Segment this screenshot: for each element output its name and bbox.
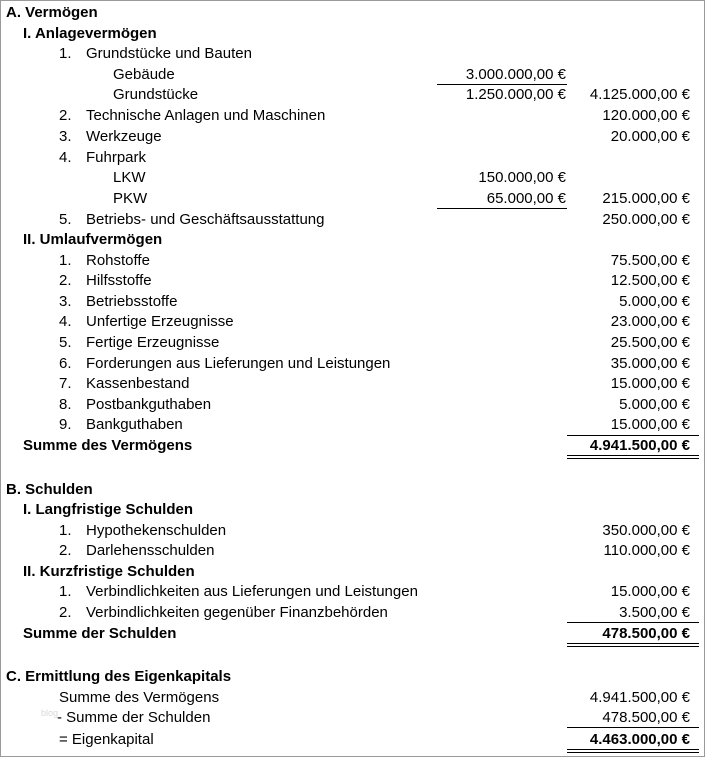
subitem-value: 150.000,00 € [478, 169, 566, 186]
double-underline [567, 643, 699, 647]
list-item [1, 292, 704, 312]
sum-top-line [567, 727, 699, 728]
item-total: 120.000,00 € [602, 107, 690, 124]
item-number: 1. [59, 45, 72, 62]
item-label: Verbindlichkeiten aus Lieferungen und Leistungen [86, 583, 418, 600]
item-total: 25.500,00 € [610, 334, 690, 351]
item-number: 3. [59, 293, 72, 310]
item-number: 1. [59, 522, 72, 539]
watermark: blog [41, 708, 59, 718]
result-value: 4.463.000,00 € [589, 731, 690, 748]
list-item [1, 127, 704, 147]
group-title: I. Anlagevermögen [23, 25, 157, 42]
item-total: 350.000,00 € [602, 522, 690, 539]
calc-label: Summe des Vermögens [59, 689, 220, 706]
item-label: Fertige Erzeugnisse [86, 334, 220, 351]
item-label: LKW [113, 169, 146, 186]
item-number: 2. [59, 272, 72, 289]
anlage-header [1, 24, 704, 44]
subitem-value: 3.000.000,00 € [465, 66, 566, 83]
calc-row [1, 708, 704, 728]
item-total: 4.125.000,00 € [589, 86, 690, 103]
calc-value: 478.500,00 € [602, 709, 690, 726]
grand-total: 478.500,00 € [602, 625, 690, 642]
list-item [1, 395, 704, 415]
subitem-value: 65.000,00 € [486, 190, 566, 207]
list-item [1, 374, 704, 394]
group-title: II. Kurzfristige Schulden [23, 563, 195, 580]
item-total: 12.500,00 € [610, 272, 690, 289]
subitem-value: 1.250.000,00 € [465, 86, 566, 103]
item-total: 5.000,00 € [619, 396, 690, 413]
result-row [1, 730, 704, 750]
item-total: 110.000,00 € [603, 542, 690, 559]
item-label: Darlehensschulden [86, 542, 215, 559]
item-label: Technische Anlagen und Maschinen [86, 107, 326, 124]
item-total: 35.000,00 € [610, 355, 690, 372]
item-number: 3. [59, 128, 72, 145]
calc-label: - Summe der Schulden [57, 709, 211, 726]
item-total: 15.000,00 € [610, 583, 690, 600]
list-item [1, 106, 704, 126]
section-b-header [1, 480, 704, 500]
item-total: 15.000,00 € [610, 375, 690, 392]
item-total: 5.000,00 € [619, 293, 690, 310]
result-label: = Eigenkapital [59, 731, 154, 748]
item-label: PKW [113, 190, 148, 207]
umlauf-header [1, 230, 704, 250]
item-number: 1. [59, 583, 72, 600]
section-c-header [1, 667, 704, 687]
item-total: 15.000,00 € [610, 416, 690, 433]
item-label: Betriebsstoffe [86, 293, 178, 310]
list-item [1, 415, 704, 435]
item-label: Grundstücke und Bauten [86, 45, 252, 62]
list-item [1, 210, 704, 230]
section-a-header [1, 3, 704, 23]
item-number: 2. [59, 542, 72, 559]
list-item [1, 521, 704, 541]
group-title: II. Umlaufvermögen [23, 231, 163, 248]
section-title: A. Vermögen [6, 4, 98, 21]
list-item [1, 251, 704, 271]
item-total: 75.500,00 € [610, 252, 690, 269]
item-total: 3.500,00 € [619, 604, 690, 621]
item-label: Postbankguthaben [86, 396, 212, 413]
grand-total: 4.941.500,00 € [589, 437, 690, 454]
list-item [1, 354, 704, 374]
total-label: Summe der Schulden [23, 625, 177, 642]
list-item [1, 44, 704, 64]
item-label: Werkzeuge [86, 128, 162, 145]
item-label: Verbindlichkeiten gegenüber Finanzbehörden [86, 604, 388, 621]
item-label: Bankguthaben [86, 416, 183, 433]
item-number: 2. [59, 604, 72, 621]
calc-row [1, 688, 704, 708]
item-label: Forderungen aus Lieferungen und Leistungen [86, 355, 391, 372]
item-number: 5. [59, 211, 72, 228]
list-subitem [1, 85, 704, 105]
list-subitem [1, 65, 704, 85]
list-item [1, 312, 704, 332]
item-total: 250.000,00 € [602, 211, 690, 228]
double-underline [567, 749, 699, 753]
total-row [1, 436, 704, 456]
list-item [1, 271, 704, 291]
item-total: 215.000,00 € [602, 190, 690, 207]
item-number: 6. [59, 355, 72, 372]
item-number: 5. [59, 334, 72, 351]
calc-value: 4.941.500,00 € [589, 689, 690, 706]
total-label: Summe des Vermögens [23, 437, 193, 454]
total-row [1, 624, 704, 644]
double-underline [567, 455, 699, 459]
list-item [1, 582, 704, 602]
item-number: 8. [59, 396, 72, 413]
item-number: 4. [59, 149, 72, 166]
section-title: C. Ermittlung des Eigenkapitals [6, 668, 232, 685]
item-number: 9. [59, 416, 72, 433]
list-item [1, 148, 704, 168]
lang-header [1, 500, 704, 520]
item-label: Betriebs- und Geschäftsausstattung [86, 211, 325, 228]
item-label: Hilfsstoffe [86, 272, 152, 289]
item-label: Rohstoffe [86, 252, 150, 269]
list-item [1, 541, 704, 561]
kurz-header [1, 562, 704, 582]
list-subitem [1, 168, 704, 188]
item-label: Kassenbestand [86, 375, 190, 392]
item-label: Hypothekenschulden [86, 522, 227, 539]
item-number: 4. [59, 313, 72, 330]
sum-top-line [567, 622, 699, 623]
section-title: B. Schulden [6, 481, 93, 498]
list-item [1, 603, 704, 623]
item-number: 2. [59, 107, 72, 124]
item-number: 1. [59, 252, 72, 269]
item-label: Unfertige Erzeugnisse [86, 313, 234, 330]
item-label: Grundstücke [113, 86, 199, 103]
item-label: Gebäude [113, 66, 175, 83]
subtotal-line [437, 208, 567, 209]
item-number: 7. [59, 375, 72, 392]
item-label: Fuhrpark [86, 149, 147, 166]
list-subitem [1, 189, 704, 209]
group-title: I. Langfristige Schulden [23, 501, 194, 518]
item-total: 23.000,00 € [610, 313, 690, 330]
list-item [1, 333, 704, 353]
item-total: 20.000,00 € [610, 128, 690, 145]
